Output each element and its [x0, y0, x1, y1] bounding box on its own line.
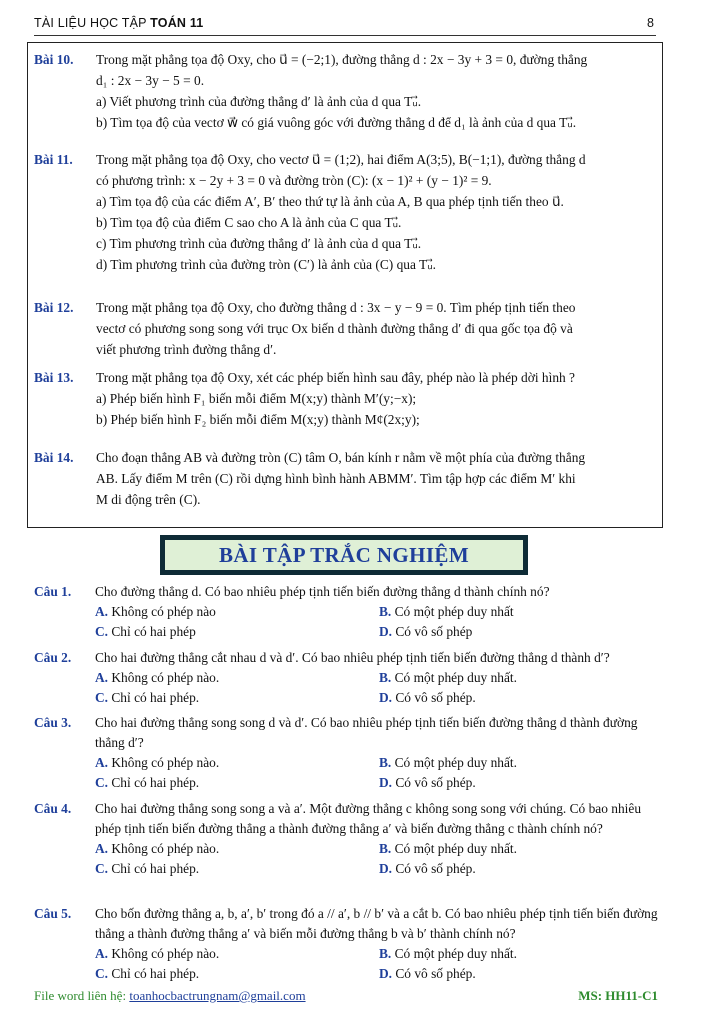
problem-line: a) Phép biến hình F₁ biến mỗi điểm M(x;y) thành M′(y;−x); — [96, 391, 417, 406]
document-title — [34, 16, 203, 30]
option-key: B. — [379, 604, 392, 619]
problem-label: Bài 12. — [34, 300, 74, 315]
option-key: B. — [379, 670, 392, 685]
problem-line: Cho đoạn thẳng AB và đường tròn (C) tâm O, bán kính r nằm về một phía của đường thẳng — [96, 450, 586, 465]
footer-contact — [34, 988, 306, 1004]
question-5 — [34, 904, 658, 984]
option-c[interactable] — [95, 859, 199, 879]
option-key: B. — [379, 841, 392, 856]
option-text: Chỉ có hai phép. — [108, 690, 200, 705]
exercise-box — [27, 42, 663, 528]
option-key: B. — [379, 946, 392, 961]
problem-line: Trong mặt phẳng tọa độ Oxy, cho vectơ u⃗ = (1;2), hai điểm A(3;5), B(−1;1), đường thẳng d — [96, 152, 586, 167]
problem-line: b) Tìm tọa độ của điểm C sao cho A là ảnh của C qua Tᵤ⃗. — [96, 215, 402, 230]
title-subject: TOÁN 11 — [150, 16, 204, 30]
problem-line: AB. Lấy điểm M trên (C) rồi dựng hình bình hành ABMM′. Tìm tập hợp các điểm M′ khi — [96, 471, 576, 486]
option-key: A. — [95, 755, 109, 770]
question-line: biến đường thẳng a thành đường thẳng a′ và biến mỗi đường thẳng b và b′ thành chính nó? — [95, 906, 658, 941]
option-d[interactable] — [379, 964, 476, 984]
problem-line: b) Phép biến hình F₂ biến mỗi điểm M(x;y) thành M¢(2x;y); — [96, 412, 420, 427]
option-text: Chỉ có hai phép. — [108, 775, 200, 790]
problem-line: vectơ có phương song song với trục Ox biến d thành đường thẳng d′ đi qua gốc tọa độ và — [96, 321, 573, 336]
question-3 — [34, 713, 658, 793]
answer-options — [95, 602, 658, 642]
email-link[interactable]: toanhocbactrungnam@gmail.com — [129, 988, 306, 1003]
header-divider — [34, 35, 656, 36]
question-line: Cho hai đường thẳng song song a và a′. Một đường thẳng c không song song với chúng. Có — [95, 801, 586, 816]
option-text: Có vô số phép. — [392, 966, 476, 981]
option-key: C. — [95, 861, 109, 876]
option-text: Chỉ có hai phép — [108, 624, 196, 639]
option-text: Có một phép duy nhất. — [391, 946, 517, 961]
problem-line: M di động trên (C). — [96, 492, 201, 507]
option-c[interactable] — [95, 688, 199, 708]
option-text: Có một phép duy nhất. — [391, 755, 517, 770]
option-text: Có vô số phép. — [392, 690, 476, 705]
question-line: thành chính nó? — [517, 821, 603, 836]
answer-options — [95, 668, 658, 708]
page-footer — [34, 988, 658, 1008]
option-a[interactable] — [95, 753, 219, 773]
option-a[interactable] — [95, 944, 219, 964]
question-label: Câu 5. — [34, 906, 72, 921]
page-header — [34, 12, 656, 36]
answer-options — [95, 753, 658, 793]
problem-line: d₁ : 2x − 3y − 5 = 0. — [96, 73, 205, 88]
option-d[interactable] — [379, 859, 476, 879]
question-line: Cho đường thẳng d. Có bao nhiêu phép tịnh tiến biến đường thẳng d thành chính nó? — [95, 584, 550, 599]
option-b[interactable] — [379, 602, 514, 622]
option-key: C. — [95, 966, 109, 981]
problem-13 — [34, 367, 654, 430]
problem-10 — [34, 49, 654, 133]
option-key: A. — [95, 604, 109, 619]
document-code: MS: HH11-C1 — [578, 988, 658, 1003]
option-text: Không có phép nào — [108, 604, 216, 619]
problem-14 — [34, 447, 654, 510]
option-text: Có một phép duy nhất — [391, 604, 514, 619]
option-key: A. — [95, 841, 109, 856]
contact-label: File word liên hệ: — [34, 988, 130, 1003]
option-c[interactable] — [95, 964, 199, 984]
problem-label: Bài 14. — [34, 450, 74, 465]
question-2 — [34, 648, 658, 708]
question-line: Cho hai đường thẳng cắt nhau d và d′. Có bao nhiêu phép tịnh tiến biến đường thẳng d thành d′? — [95, 650, 610, 665]
option-text: Chỉ có hai phép. — [108, 966, 200, 981]
option-key: D. — [379, 624, 393, 639]
problem-line: Trong mặt phẳng tọa độ Oxy, cho u⃗ = (−2;1), đường thẳng d : 2x − 3y + 3 = 0, đường thẳng — [96, 52, 588, 67]
question-line: thành đường thẳng d′? — [95, 715, 638, 750]
answer-options — [95, 839, 658, 879]
question-label: Câu 3. — [34, 715, 72, 730]
option-text: Có một phép duy nhất. — [391, 670, 517, 685]
section-title: BÀI TẬP TRẮC NGHIỆM — [164, 539, 524, 571]
answer-options — [95, 944, 658, 984]
option-text: Chỉ có hai phép. — [108, 861, 200, 876]
problem-11 — [34, 149, 654, 275]
option-text: Có vô số phép. — [392, 775, 476, 790]
question-line: bao nhiêu phép tịnh tiến biến đường thẳng a thành đường thẳng a′ và biến đường thẳng c — [95, 801, 642, 836]
option-key: D. — [379, 861, 393, 876]
question-label: Câu 2. — [34, 650, 72, 665]
option-key: D. — [379, 690, 393, 705]
problem-line: có phương trình: x − 2y + 3 = 0 và đường tròn (C): (x − 1)² + (y − 1)² = 9. — [96, 173, 492, 188]
problem-line: d) Tìm phương trình của đường tròn (C′) là ảnh của (C) qua Tᵤ⃗. — [96, 257, 436, 272]
option-key: D. — [379, 966, 393, 981]
option-b[interactable] — [379, 668, 517, 688]
option-a[interactable] — [95, 839, 219, 859]
question-label: Câu 4. — [34, 801, 72, 816]
problem-label: Bài 10. — [34, 52, 74, 67]
option-key: C. — [95, 624, 109, 639]
option-b[interactable] — [379, 944, 517, 964]
problem-line: Trong mặt phẳng tọa độ Oxy, cho đường thẳng d : 3x − y − 9 = 0. Tìm phép tịnh tiến theo — [96, 300, 576, 315]
option-key: C. — [95, 775, 109, 790]
option-a[interactable] — [95, 668, 219, 688]
question-line: Cho bốn đường thẳng a, b, a′, b′ trong đó a // a′, b // b′ và a cắt b. Có bao nhiêu phép tịnh tiến — [95, 906, 594, 921]
problem-line: viết phương trình đường thẳng d′. — [96, 342, 277, 357]
problem-line: a) Viết phương trình của đường thẳng d′ là ảnh của d qua Tᵤ⃗. — [96, 94, 422, 109]
problem-line: Trong mặt phẳng tọa độ Oxy, xét các phép biến hình sau đây, phép nào là phép dời hình ? — [96, 370, 575, 385]
title-prefix: TÀI LIỆU HỌC TẬP — [34, 16, 151, 30]
problem-label: Bài 13. — [34, 370, 74, 385]
option-text: Có vô số phép. — [392, 861, 476, 876]
option-key: B. — [379, 755, 392, 770]
option-d[interactable] — [379, 773, 476, 793]
section-banner — [160, 535, 528, 575]
option-key: A. — [95, 946, 109, 961]
option-text: Không có phép nào. — [108, 946, 220, 961]
option-b[interactable] — [379, 839, 517, 859]
option-d[interactable] — [379, 688, 476, 708]
option-key: C. — [95, 690, 109, 705]
option-c[interactable] — [95, 773, 199, 793]
problem-12 — [34, 297, 654, 360]
problem-label: Bài 11. — [34, 152, 73, 167]
problem-line: a) Tìm tọa độ của các điểm A′, B′ theo thứ tự là ảnh của A, B qua phép tịnh tiến theo u⃗. — [96, 194, 564, 209]
option-d[interactable] — [379, 622, 472, 642]
question-line: Cho hai đường thẳng song song d và d′. Có bao nhiêu phép tịnh tiến biến đường thẳng d — [95, 715, 567, 730]
question-1 — [34, 582, 658, 642]
option-key: D. — [379, 775, 393, 790]
option-c[interactable] — [95, 622, 196, 642]
problem-line: c) Tìm phương trình của đường thẳng d′ là ảnh của d qua Tᵤ⃗. — [96, 236, 422, 251]
option-b[interactable] — [379, 753, 517, 773]
option-key: A. — [95, 670, 109, 685]
page-number: 8 — [647, 16, 654, 30]
option-text: Có một phép duy nhất. — [391, 841, 517, 856]
option-text: Không có phép nào. — [108, 841, 220, 856]
option-text: Không có phép nào. — [108, 670, 220, 685]
problem-line: b) Tìm tọa độ của vectơ w⃗ có giá vuông góc với đường thẳng d để d₁ là ảnh của d qua Tᵤ⃗. — [96, 115, 577, 130]
option-text: Không có phép nào. — [108, 755, 220, 770]
question-4 — [34, 799, 658, 879]
option-a[interactable] — [95, 602, 216, 622]
question-label: Câu 1. — [34, 584, 72, 599]
option-text: Có vô số phép — [392, 624, 473, 639]
